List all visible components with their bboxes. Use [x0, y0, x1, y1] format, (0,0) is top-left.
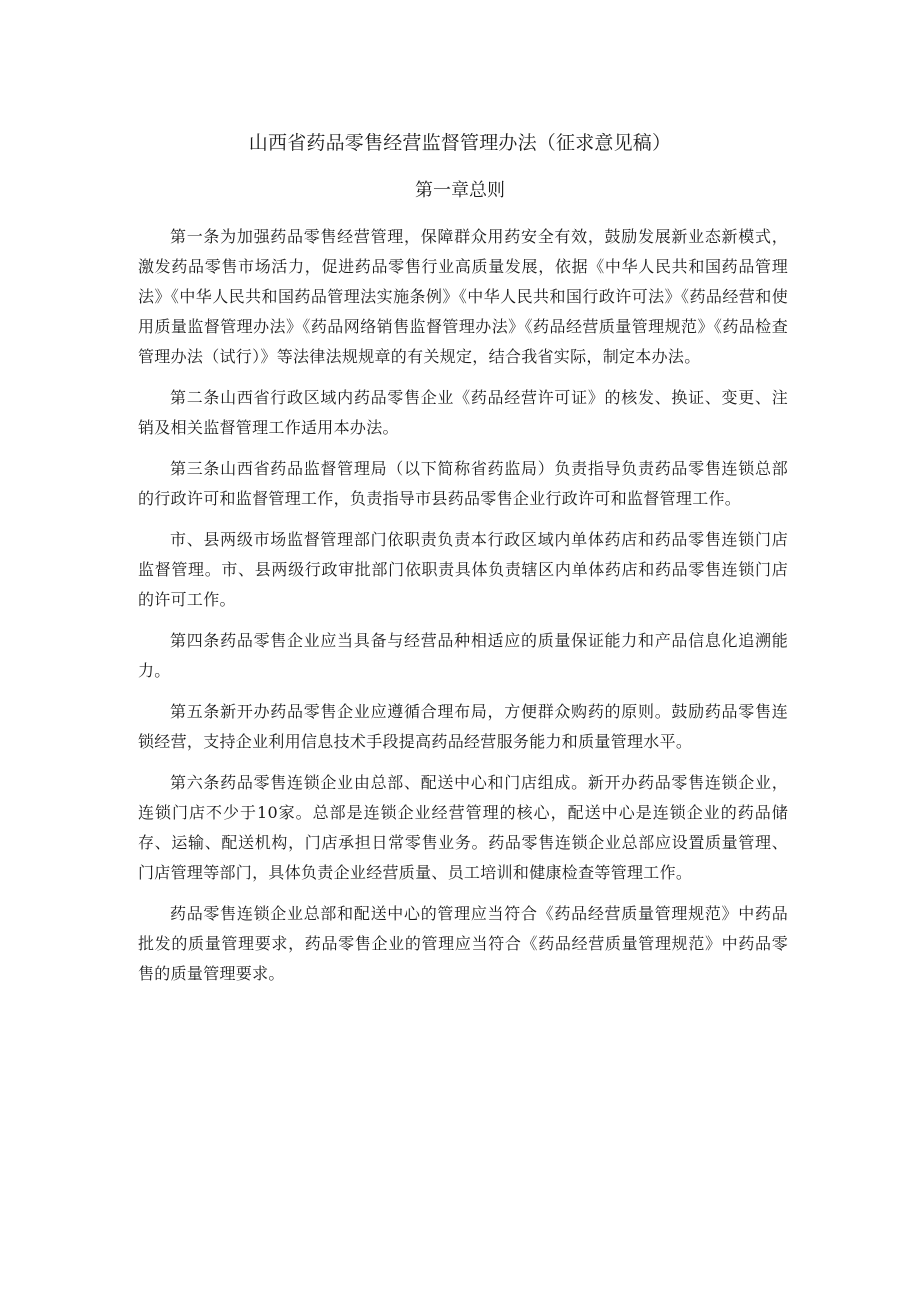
- paragraph-article-6: 第六条药品零售连锁企业由总部、配送中心和门店组成。新开办药品零售连锁企业，连锁门店不少于10家。总部是连锁企业经营管理的核心，配送中心是连锁企业的药品储存、运输、配送机构，门店承担日常零售业务。药品零售连锁企业总部应设置质量管理、门店管理等部门，具体负责企业经营质量、员工培训和健康检查等管理工作。: [138, 773, 788, 882]
- paragraph-article-4: 第四条药品零售企业应当具备与经营品种相适应的质量保证能力和产品信息化追溯能力。: [138, 631, 788, 680]
- paragraph-article-3: 第三条山西省药品监督管理局（以下简称省药监局）负责指导负责药品零售连锁总部的行政许可和监督管理工作，负责指导市县药品零售企业行政许可和监督管理工作。: [138, 459, 788, 508]
- chapter-heading: 第一章总则: [415, 180, 505, 201]
- paragraph-article-1: 第一条为加强药品零售经营管理，保障群众用药安全有效，鼓励发展新业态新模式，激发药品零售市场活力，促进药品零售行业高质量发展，依据《中华人民共和国药品管理法》《中华人民共和国药品管理法实施条例》《中华人民共和国行政许可法》《药品经营和使用质量监督管理办法》《药品网络销售监督管理办法》《药品经营质量管理规范》《药品检查管理办法（试行）》等法律法规规章的有关规定，结合我省实际，制定本办法。: [138, 227, 788, 366]
- document-body: [138, 222, 788, 1000]
- paragraph-article-3-cont: 市、县两级市场监督管理部门依职责负责本行政区域内单体药店和药品零售连锁门店监督管理。市、县两级行政审批部门依职责具体负责辖区内单体药店和药品零售连锁门店的许可工作。: [138, 530, 788, 609]
- paragraph-article-2: 第二条山西省行政区域内药品零售企业《药品经营许可证》的核发、换证、变更、注销及相关监督管理工作适用本办法。: [138, 388, 788, 437]
- paragraph-article-6-cont: 药品零售连锁企业总部和配送中心的管理应当符合《药品经营质量管理规范》中药品批发的质量管理要求，药品零售企业的管理应当符合《药品经营质量管理规范》中药品零售的质量管理要求。: [138, 904, 788, 983]
- paragraph-article-5: 第五条新开办药品零售企业应遵循合理布局，方便群众购药的原则。鼓励药品零售连锁经营，支持企业利用信息技术手段提高药品经营服务能力和质量管理水平。: [138, 702, 788, 751]
- document-title: 山西省药品零售经营监督管理办法（征求意见稿）: [248, 132, 672, 154]
